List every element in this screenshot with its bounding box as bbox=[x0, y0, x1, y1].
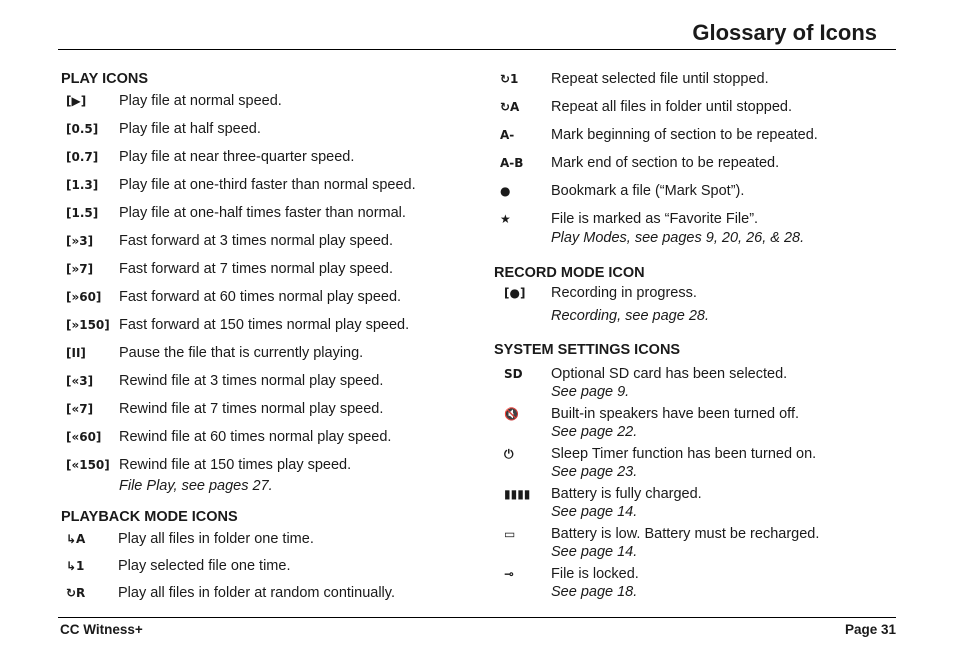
list-item bbox=[61, 584, 461, 611]
list-item bbox=[494, 525, 894, 565]
glossary-icon: ● bbox=[500, 184, 511, 198]
list-item bbox=[61, 260, 461, 288]
record-note: Recording, see page 28. bbox=[551, 308, 709, 324]
icon-description: Pause the file that is currently playing. bbox=[119, 345, 364, 361]
record-mode-heading: RECORD MODE ICON bbox=[494, 265, 645, 281]
icon-description: Play file at one-half times faster than normal. bbox=[119, 205, 406, 221]
icon-description: Rewind file at 150 times play speed. bbox=[119, 457, 352, 473]
glossary-icon: [«150] bbox=[66, 458, 110, 472]
glossary-icon: [0.5] bbox=[66, 122, 99, 136]
see-page-note: See page 22. bbox=[551, 424, 638, 440]
icon-description: Repeat selected file until stopped. bbox=[551, 71, 769, 87]
icon-description: Play selected file one time. bbox=[118, 558, 291, 574]
icon-description: Optional SD card has been selected. bbox=[551, 366, 788, 382]
list-item bbox=[494, 210, 894, 238]
icon-description: Play file at one-third faster than normal speed. bbox=[119, 177, 416, 193]
icon-description: Repeat all files in folder until stopped. bbox=[551, 99, 793, 115]
list-item bbox=[61, 557, 461, 584]
icon-description: Play all files in folder at random continually. bbox=[118, 585, 395, 601]
glossary-icon: [0.7] bbox=[66, 150, 99, 164]
list-item bbox=[61, 530, 461, 557]
playback-mode-list bbox=[61, 530, 461, 611]
repeat-icons-list bbox=[494, 70, 894, 238]
glossary-icon: ↳1 bbox=[66, 559, 85, 573]
list-item bbox=[494, 70, 894, 98]
icon-description: Play file at normal speed. bbox=[119, 93, 282, 109]
play-icons-heading: PLAY ICONS bbox=[61, 71, 149, 87]
list-item bbox=[494, 485, 894, 525]
see-page-note: See page 9. bbox=[551, 384, 630, 400]
glossary-icon: [»7] bbox=[66, 262, 94, 276]
list-item bbox=[494, 365, 894, 405]
list-item bbox=[61, 400, 461, 428]
record-row bbox=[494, 284, 894, 308]
list-item bbox=[61, 372, 461, 400]
glossary-icon: [«7] bbox=[66, 402, 94, 416]
list-item bbox=[61, 204, 461, 232]
footer-page-number: Page 31 bbox=[844, 622, 896, 637]
glossary-icon: ▮▮▮▮ bbox=[504, 487, 531, 501]
list-item bbox=[494, 445, 894, 485]
play-note: File Play, see pages 27. bbox=[119, 478, 273, 494]
footer-product: CC Witness+ bbox=[60, 622, 143, 637]
list-item bbox=[61, 232, 461, 260]
icon-description: Mark end of section to be repeated. bbox=[551, 155, 780, 171]
see-page-note: See page 23. bbox=[551, 464, 638, 480]
glossary-icon: [»3] bbox=[66, 234, 94, 248]
list-item bbox=[61, 176, 461, 204]
play-icons-list bbox=[61, 92, 461, 484]
list-item bbox=[61, 428, 461, 456]
list-item bbox=[61, 92, 461, 120]
list-item bbox=[61, 148, 461, 176]
see-page-note: See page 18. bbox=[551, 584, 638, 600]
icon-description: Rewind file at 3 times normal play speed. bbox=[119, 373, 384, 389]
icon-description: File is marked as “Favorite File”. bbox=[551, 211, 759, 227]
list-item bbox=[494, 405, 894, 445]
list-item bbox=[61, 316, 461, 344]
icon-description: Mark beginning of section to be repeated. bbox=[551, 127, 818, 143]
icon-description: Rewind file at 60 times normal play speed. bbox=[119, 429, 392, 445]
glossary-icon: SD bbox=[504, 367, 523, 381]
icon-description: Fast forward at 60 times normal play speed. bbox=[119, 289, 402, 305]
glossary-icon: [«60] bbox=[66, 430, 102, 444]
list-item bbox=[494, 565, 894, 605]
header-rule bbox=[58, 49, 896, 50]
list-item bbox=[494, 154, 894, 182]
list-item bbox=[61, 456, 461, 484]
glossary-icon: A-B bbox=[500, 156, 524, 170]
glossary-icon: [»150] bbox=[66, 318, 110, 332]
glossary-icon: [▶] bbox=[66, 94, 87, 108]
glossary-icon: A- bbox=[500, 128, 515, 142]
right-column bbox=[494, 70, 894, 605]
glossary-icon: [II] bbox=[66, 346, 86, 360]
icon-description: Fast forward at 3 times normal play speed. bbox=[119, 233, 394, 249]
list-item bbox=[494, 126, 894, 154]
page-title: Glossary of Icons bbox=[692, 20, 877, 45]
glossary-icon: ★ bbox=[500, 212, 511, 226]
glossary-icon: ↳A bbox=[66, 532, 86, 546]
glossary-icon: ⊸ bbox=[504, 567, 515, 581]
left-column bbox=[61, 70, 461, 611]
glossary-icon: ↻1 bbox=[500, 72, 519, 86]
icon-description: Sleep Timer function has been turned on. bbox=[551, 446, 817, 462]
playback-mode-heading: PLAYBACK MODE ICONS bbox=[61, 509, 238, 525]
glossary-icon: [«3] bbox=[66, 374, 94, 388]
glossary-icon: ▭ bbox=[504, 527, 516, 541]
list-item bbox=[61, 344, 461, 372]
icon-description: Play file at half speed. bbox=[119, 121, 261, 137]
glossary-icon: ⏻ bbox=[504, 447, 514, 461]
list-item bbox=[61, 288, 461, 316]
icon-description: Battery is low. Battery must be recharged. bbox=[551, 526, 820, 542]
icon-description: Bookmark a file (“Mark Spot”). bbox=[551, 183, 745, 199]
see-page-note: See page 14. bbox=[551, 504, 638, 520]
glossary-icon: [1.5] bbox=[66, 206, 99, 220]
icon-description: File is locked. bbox=[551, 566, 639, 582]
system-settings-list bbox=[494, 365, 894, 605]
icon-description: Fast forward at 7 times normal play speed. bbox=[119, 261, 394, 277]
footer-rule bbox=[58, 617, 896, 618]
icon-description: Battery is fully charged. bbox=[551, 486, 702, 502]
glossary-icon: ↻A bbox=[500, 100, 520, 114]
see-page-note: See page 14. bbox=[551, 544, 638, 560]
list-item bbox=[494, 182, 894, 210]
icon-description: Play file at near three-quarter speed. bbox=[119, 149, 355, 165]
recording-icon: [●] bbox=[504, 286, 526, 300]
icon-description: Rewind file at 7 times normal play speed. bbox=[119, 401, 384, 417]
list-item bbox=[494, 98, 894, 126]
list-item bbox=[61, 120, 461, 148]
record-text: Recording in progress. bbox=[551, 285, 697, 301]
icon-description: Play all files in folder one time. bbox=[118, 531, 314, 547]
glossary-icon: ↻R bbox=[66, 586, 86, 600]
glossary-icon: [»60] bbox=[66, 290, 102, 304]
system-settings-heading: SYSTEM SETTINGS ICONS bbox=[494, 342, 681, 358]
glossary-icon: [1.3] bbox=[66, 178, 99, 192]
repeat-note: Play Modes, see pages 9, 20, 26, & 28. bbox=[551, 230, 805, 246]
icon-description: Fast forward at 150 times normal play speed. bbox=[119, 317, 410, 333]
icon-description: Built-in speakers have been turned off. bbox=[551, 406, 800, 422]
glossary-icon: 🔇 bbox=[504, 407, 519, 421]
